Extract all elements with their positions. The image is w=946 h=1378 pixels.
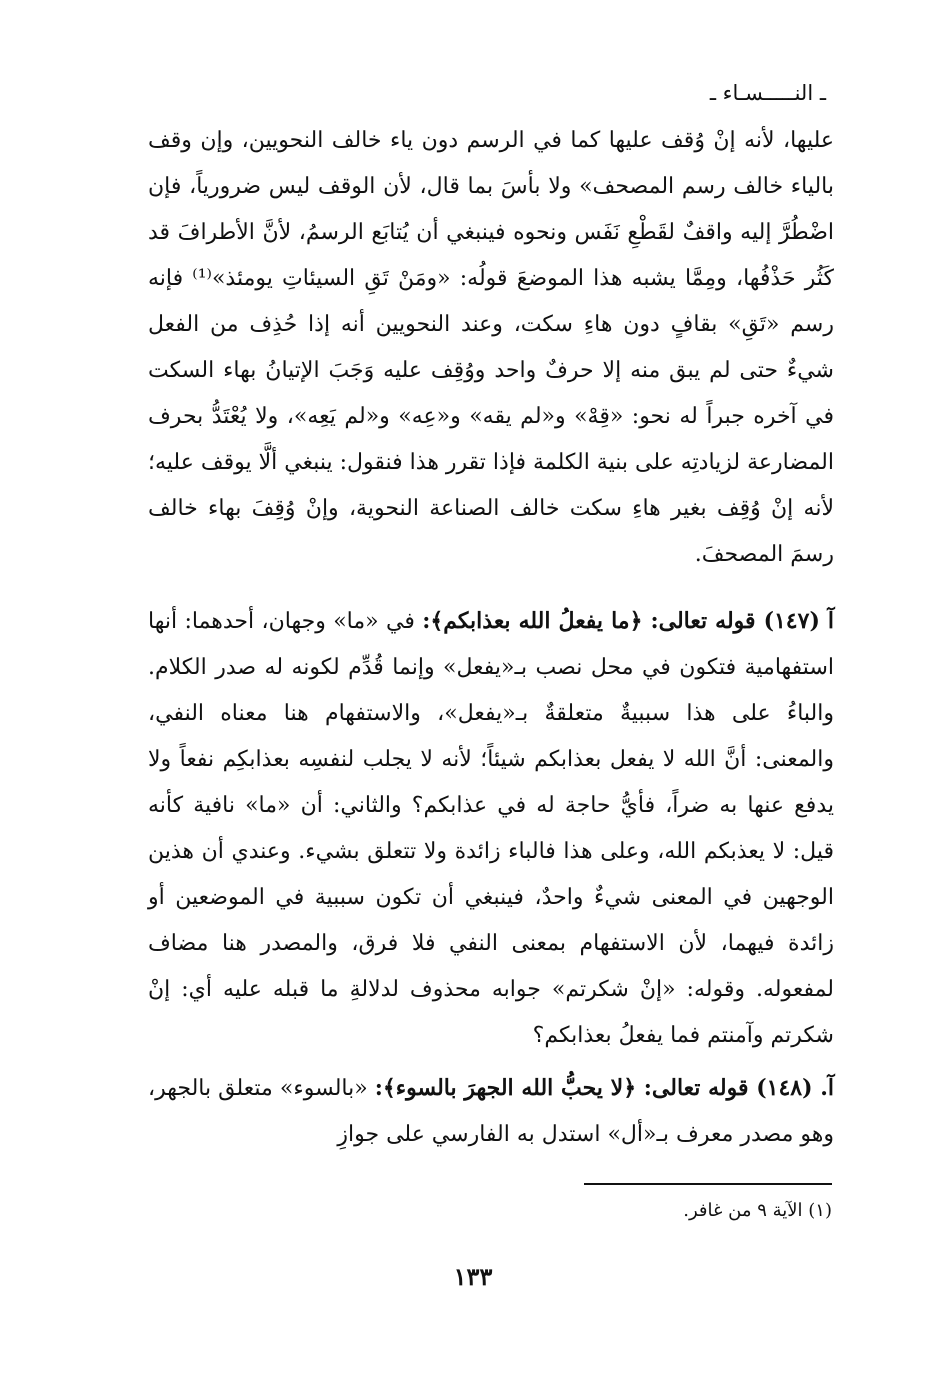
verse-147-text: في «ما» وجهان، أحدهما: أنها استفهامية فتكون في محل نصب بـ«يفعل» وإنما قُدِّم لكونه له صدر الكلام. والباءُ على هذا سببيةٌ متعلقةٌ بـ«يفعل»، والاستفهام هنا معناه النفي، والمعنى: أنَّ الله لا يفعل بعذابكم شيئاً؛ لأنه لا يجلب لنفسِه بعذابكِم نفعاً ولا يدفع عنها به ضراً، فأيُّ حاجة له في عذابكم؟ والثاني: أن «ما» نافية كأنه قيل: لا يعذبكم الله، وعلى هذا فالباء زائدة ولا تتعلق بشيء. وعندي أن هذين الوجهين في المعنى شيءٌ واحدٌ، فينبغي أن تكون سببية في الموضعين أو زائدة فيهما، لأن الاستفهام بمعنى النفي فلا فرق، والمصدر هنا مضاف لمفعوله. وقوله: «إنْ شكرتم» جوابه محذوف لدلالةِ ما قبله عليه أي: إنْ شكرتم وآمنتم فما يفعلُ بعذابكم؟ [148,609,834,1048]
paragraph-verse-148 [148,1065,834,1158]
page-number: ١٣٣ [453,1262,493,1291]
running-header: ـ النـــــسـاء ـ [709,81,826,105]
paragraph-verse-147 [148,598,834,1059]
footnote-divider [584,1183,832,1185]
verse-148-text: «بالسوء» متعلق بالجهر، وهو مصدر معرف بـ«أل» استدل به الفارسي على جوازِ [148,1076,834,1147]
verse-148-heading: آ. (١٤٨) قوله تعالى: ﴿لا يحبُّ الله الجهرَ بالسوء﴾: [374,1075,835,1101]
paragraph-1-text: عليها، لأنه إنْ وُقف عليها كما في الرسم دون ياء خالف النحويين، وإن وقف بالياء خالف رسم المصحف» ولا بأسَ بما قال، لأن الوقف ليس ضرورياً، فإن اضْطُرَّ إليه واقفٌ لقَطْعِ نَفَس ونحوه فينبغي أن يُتابَع الرسمُ، لأنَّ الأطرافَ قد كَثُر حَذْفُها، ومِمَّا يشبه هذا الموضعَ قولُه: «ومَنْ تَقِ السيئاتِ يومئذ»⁽¹⁾ فإنه رسم «تَقِ» بقافٍ دون هاءِ سكت، وعند النحويين أنه إذا حُذِف من الفعل شيءٌ حتى لم يبق منه إلا حرفٌ واحد ووُقِف عليه وَجَبَ الإتيانُ بهاء السكت في آخره جبراً له نحو: «قِهْ» و«لم يقه» و«عِه» و«لم يَعِه»، ولا يُعْتَدُّ بحرف المضارعة لزيادتِه على بنية الكلمة فإذا تقرر هذا فنقول: ينبغي ألَّا يوقف عليه؛ لأنه إنْ وُقِف بغير هاءِ سكت خالف الصناعة النحوية، وإنْ وُقِفَ بهاء خالف رسمَ المصحفَ. [148,128,834,567]
footnote: (١) الآية ٩ من غافر. [683,1200,832,1221]
body-text [148,118,834,1158]
paragraph-1 [148,118,834,598]
verse-147-heading: آ (١٤٧) قوله تعالى: ﴿ما يفعلُ الله بعذابكم﴾: [422,608,834,634]
